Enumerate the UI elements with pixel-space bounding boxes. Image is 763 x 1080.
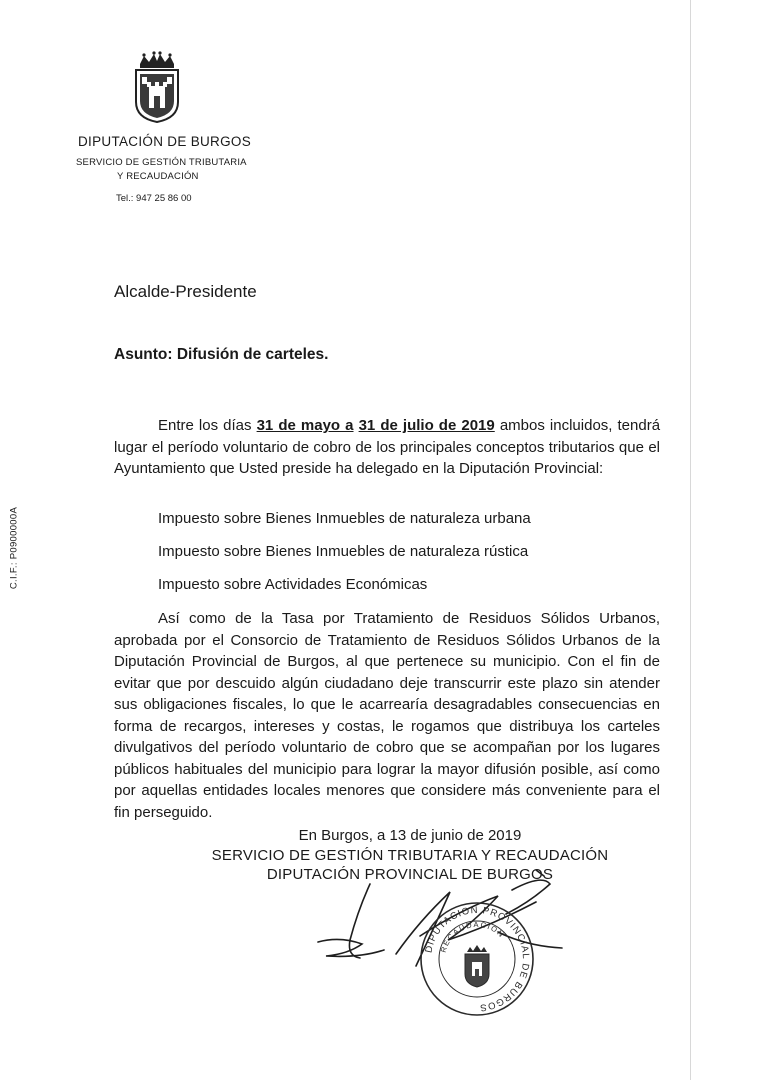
signer-organization: DIPUTACIÓN PROVINCIAL DE BURGOS bbox=[266, 866, 554, 883]
phone-number: Tel.: 947 25 86 00 bbox=[116, 193, 192, 204]
seal-outer-text: DIPUTACION PROVINCIAL DE BURGOS bbox=[423, 904, 532, 1014]
seal-inner-text: RECAUDACION bbox=[438, 919, 507, 954]
body-paragraph-text: Así como de la Tasa por Tratamiento de Residuos Sólidos Urbanos, aprobada por el Consorcio de Tratamiento de Residuos Sólidos Urbanos de la Diputación Provincial de Burgos, al que pertenece su municipio. Con el fin de evitar que por descuido algún ciudadano deje transcurrir este plazo sin atender sus obligaciones fiscales, lo que le acarrearía desagradables consecuencias en forma de recargos, intereses y costas, le rogamos que distribuya los carteles divulgativos del período voluntario de cobro que se acompañan por los lugares públicos habituales del municipio para lograr la mayor difusión posible, así como por aquellas entidades locales menores que considere más conveniente para el fin perseguido. bbox=[114, 610, 660, 821]
subject-line: Asunto: Difusión de carteles. bbox=[114, 346, 329, 363]
body-paragraph bbox=[114, 608, 660, 823]
intro-prefix: Entre los días bbox=[158, 417, 252, 434]
intro-suffix: ambos incluidos, tendrá lugar el período voluntario de cobro de los principales conceptos tributarios que el Ayuntamiento que Usted preside ha delegado en la Diputación Provincial: bbox=[114, 417, 661, 477]
organization-name: DIPUTACIÓN DE BURGOS bbox=[78, 134, 252, 149]
recipient: Alcalde-Presidente bbox=[114, 282, 257, 301]
intro-paragraph bbox=[114, 415, 660, 480]
service-name-line1: SERVICIO DE GESTIÓN TRIBUTARIA bbox=[76, 157, 247, 168]
date-from: 31 de mayo a bbox=[256, 417, 354, 434]
scan-edge-line bbox=[690, 0, 691, 1080]
place-and-date: En Burgos, a 13 de junio de 2019 bbox=[298, 827, 522, 844]
seal-crest-icon bbox=[465, 945, 489, 987]
official-seal bbox=[418, 900, 536, 1018]
service-name-line2: Y RECAUDACIÓN bbox=[117, 171, 199, 182]
tax-item: Impuesto sobre Bienes Inmuebles de naturaleza rústica bbox=[158, 543, 529, 560]
cif-side-label: C.I.F.: P0900000A bbox=[8, 506, 20, 590]
coat-of-arms-icon bbox=[130, 50, 184, 124]
tax-item: Impuesto sobre Bienes Inmuebles de naturaleza urbana bbox=[158, 510, 531, 527]
date-to: 31 de julio de 2019 bbox=[358, 417, 495, 434]
signer-service: SERVICIO DE GESTIÓN TRIBUTARIA Y RECAUDACIÓN bbox=[211, 846, 609, 864]
tax-item: Impuesto sobre Actividades Económicas bbox=[158, 576, 428, 593]
